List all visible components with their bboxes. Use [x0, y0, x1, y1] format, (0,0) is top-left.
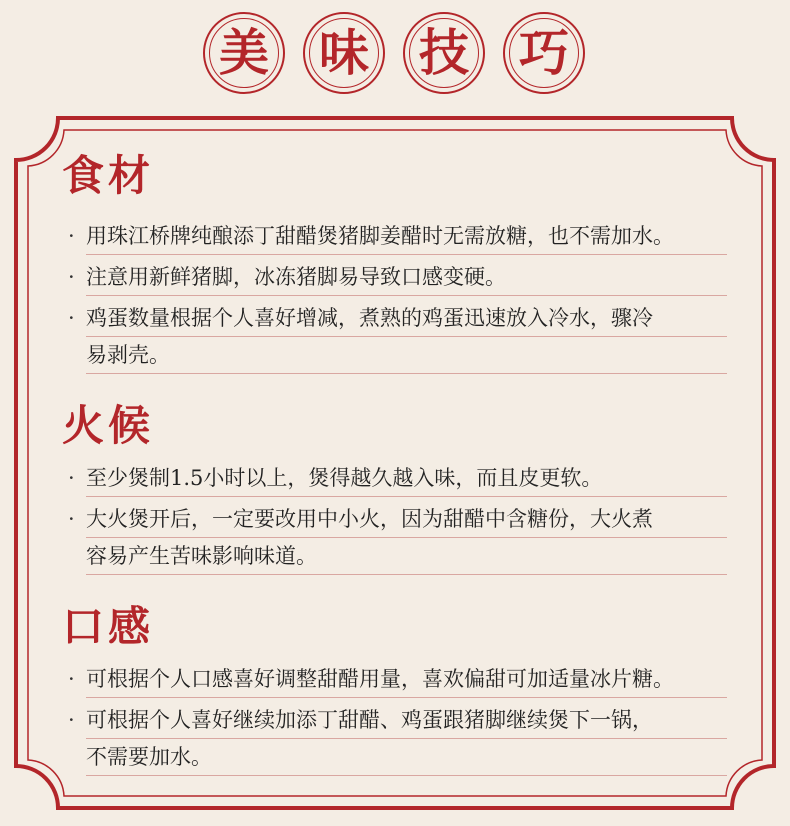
- list-item-line: 大火煲开后，一定要改用中小火，因为甜醋中含糖份，大火煮: [86, 501, 727, 538]
- list-item: [66, 661, 727, 698]
- list-item: [66, 702, 727, 776]
- bullet-dot: ·: [68, 667, 75, 691]
- title-row: [0, 12, 790, 94]
- title-char-circle: [503, 12, 585, 94]
- list-item-line: 不需要加水。: [86, 739, 727, 776]
- list-item-line: 易剥壳。: [86, 337, 727, 374]
- section-texture: [62, 597, 727, 776]
- list-item-line: 容易产生苦味影响味道。: [86, 538, 727, 575]
- section-title: 食材: [62, 151, 155, 200]
- title-char-circle: [303, 12, 385, 94]
- bullet-dot: ·: [68, 507, 75, 531]
- title-char: 巧: [519, 23, 569, 82]
- bullet-dot: ·: [68, 265, 75, 289]
- list-item-line: 注意用新鲜猪脚，冰冻猪脚易导致口感变硬。: [86, 259, 727, 296]
- title-char-circle: [403, 12, 485, 94]
- list-item-line: 至少煲制1.5小时以上，煲得越久越入味，而且皮更软。: [86, 460, 727, 497]
- list-item: [66, 501, 727, 575]
- title-char-circle: [203, 12, 285, 94]
- list-item-line: 鸡蛋数量根据个人喜好增减，煮熟的鸡蛋迅速放入冷水，骤冷: [86, 300, 727, 337]
- list-item: [66, 460, 727, 497]
- bullet-dot: ·: [68, 306, 75, 330]
- title-char: 味: [319, 23, 369, 82]
- list-item-line: 可根据个人喜好继续加添丁甜醋、鸡蛋跟猪脚继续煲下一锅，: [86, 702, 727, 739]
- bullet-dot: ·: [68, 708, 75, 732]
- bullet-dot: ·: [68, 466, 75, 490]
- list-item: [66, 218, 727, 255]
- section-heat: [62, 396, 727, 575]
- list-item: [66, 259, 727, 296]
- section-title: 口感: [62, 602, 155, 651]
- list-item: [66, 300, 727, 374]
- title-char: 技: [419, 23, 469, 82]
- section-ingredients: [62, 146, 727, 374]
- list-item-line: 用珠江桥牌纯酿添丁甜醋煲猪脚姜醋时无需放糖，也不需加水。: [86, 218, 727, 255]
- tips-content: [62, 146, 727, 776]
- bullet-dot: ·: [68, 224, 75, 248]
- list-item-line: 可根据个人口感喜好调整甜醋用量，喜欢偏甜可加适量冰片糖。: [86, 661, 727, 698]
- section-title: 火候: [62, 401, 155, 450]
- title-char: 美: [219, 23, 269, 82]
